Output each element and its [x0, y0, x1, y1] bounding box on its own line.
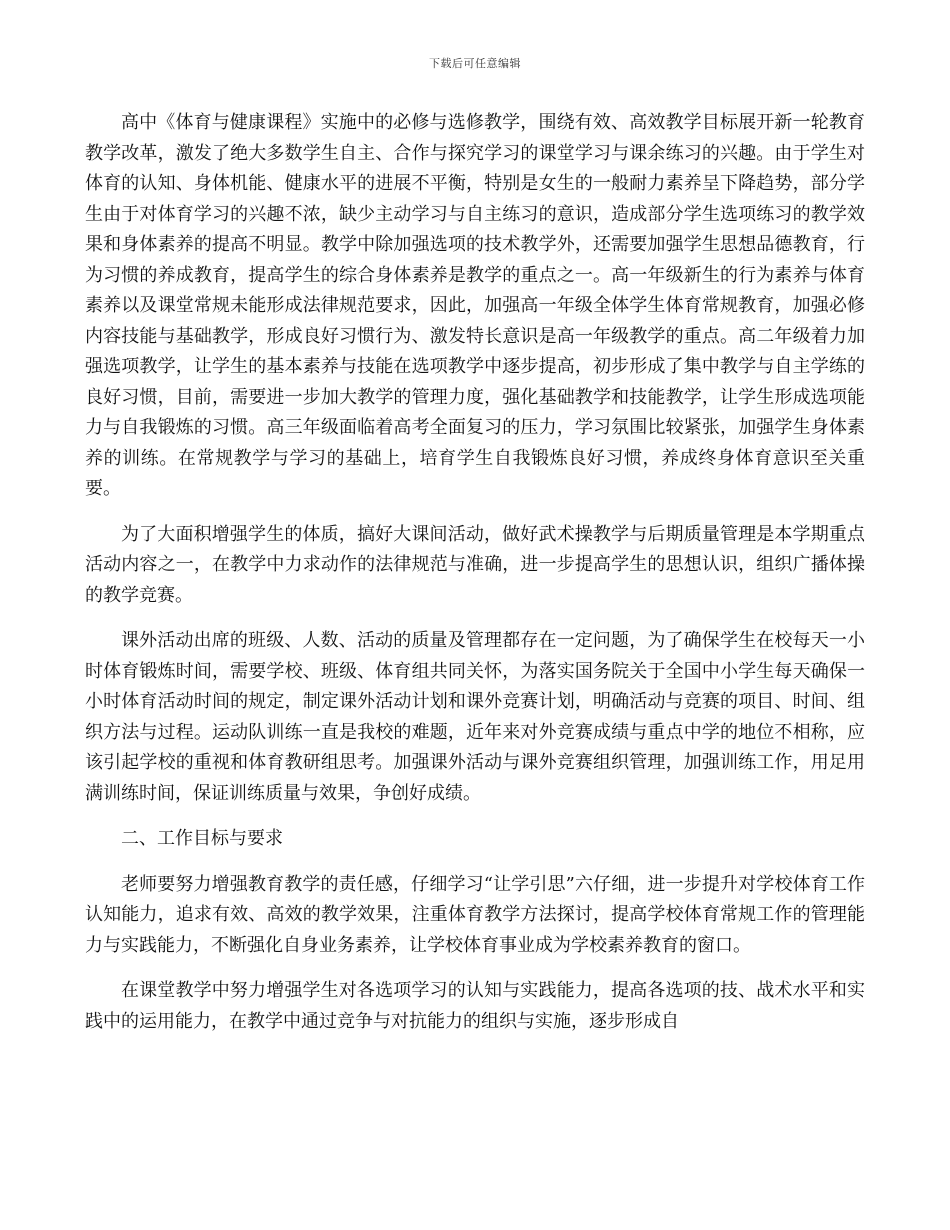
paragraph-teacher-goals: 老师要努力增强教育教学的责任感，仔细学习“让学引思”六仔细，进一步提升对学校体育工作认知能力，追求有效、高效的教学效果，注重体育教学方法探讨，提高学校体育常规工作的管理能力与实践能力，不断强化自身业务素养，让学校体育事业成为学校素养教育的窗口。 — [85, 873, 865, 956]
document-body — [85, 108, 865, 1052]
paragraph-classroom-goals: 在课堂教学中努力增强学生对各选项学习的认知与实践能力，提高各选项的技、战术水平和实践中的运用能力，在教学中通过竞争与对抗能力的组织与实施，逐步形成自 — [85, 980, 865, 1032]
paragraph-extracurricular: 课外活动出席的班级、人数、活动的质量及管理都存在一定问题，为了确保学生在校每天一小时体育锻炼时间，需要学校、班级、体育组共同关怀，为落实国务院关于全国中小学生每天确保一小时体育活动时间的规定，制定课外活动计划和课外竞赛计划，明确活动与竞赛的项目、时间、组织方法与过程。运动队训练一直是我校的难题，近年来对外竞赛成绩与重点中学的地位不相称，应该引起学校的重视和体育教研组思考。加强课外活动与课外竞赛组织管理，加强训练工作，用足用满训练时间，保证训练质量与效果，争创好成绩。 — [85, 630, 865, 804]
paragraph-teaching-overview: 高中《体育与健康课程》实施中的必修与选修教学，围绕有效、高效教学目标展开新一轮教育教学改革，激发了绝大多数学生自主、合作与探究学习的课堂学习与课余练习的兴趣。由于学生对体育的认知、身体机能、健康水平的进展不平衡，特别是女生的一般耐力素养呈下降趋势，部分学生由于对体育学习的兴趣不浓，缺少主动学习与自主练习的意识，造成部分学生选项练习的教学效果和身体素养的提高不明显。教学中除加强选项的技术教学外，还需要加强学生思想品德教育，行为习惯的养成教育，提高学生的综合身体素养是教学的重点之一。高一年级新生的行为素养与体育素养以及课堂常规未能形成法律规范要求，因此，加强高一年级全体学生体育常规教育，加强必修内容技能与基础教学，形成良好习惯行为、激发特长意识是高一年级教学的重点。高二年级着力加强选项教学，让学生的基本素养与技能在选项教学中逐步提高，初步形成了集中教学与自主学练的良好习惯，目前，需要进一步加大教学的管理力度，强化基础教学和技能教学，让学生形成选项能力与自我锻炼的习惯。高三年级面临着高考全面复习的压力，学习氛围比较紧张，加强学生身体素养的训练。在常规教学与学习的基础上，培育学生自我锻炼良好习惯，养成终身体育意识至关重要。 — [85, 112, 865, 499]
section-heading-goals: 二、工作目标与要求 — [121, 828, 283, 849]
page-header-note: 下载后可任意编辑 — [429, 57, 521, 70]
paragraph-physical-fitness: 为了大面积增强学生的体质，搞好大课间活动，做好武术操教学与后期质量管理是本学期重点活动内容之一，在教学中力求动作的法律规范与准确，进一步提高学生的思想认识，组织广播体操的教学竞赛。 — [85, 523, 865, 606]
